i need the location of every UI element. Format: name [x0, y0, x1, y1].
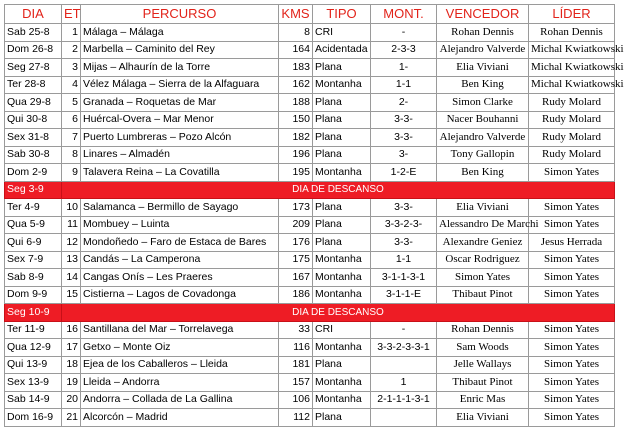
- cell-mont: [371, 409, 437, 427]
- cell-dia: Qui 13-9: [5, 356, 62, 374]
- cell-dia: Sab 8-9: [5, 269, 62, 287]
- cell-percurso: Linares – Almadén: [81, 146, 279, 164]
- stage-row: [5, 111, 615, 129]
- cell-tipo: CRI: [313, 24, 371, 42]
- cell-et: 4: [62, 76, 81, 94]
- cell-tipo: Plana: [313, 356, 371, 374]
- cell-percurso: Andorra – Collada de La Gallina: [81, 391, 279, 409]
- header-kms: KMS: [279, 5, 313, 24]
- stage-row: [5, 59, 615, 77]
- cell-mont: 1: [371, 374, 437, 392]
- cell-tipo: Montanha: [313, 339, 371, 357]
- cell-percurso: Cistierna – Lagos de Covadonga: [81, 286, 279, 304]
- cell-percurso: Granada – Roquetas de Mar: [81, 94, 279, 112]
- cell-dia: Dom 16-9: [5, 409, 62, 427]
- cell-vencedor: Thibaut Pinot: [437, 374, 529, 392]
- cell-mont: 3-: [371, 146, 437, 164]
- cell-lider: Rudy Molard: [529, 111, 615, 129]
- cell-tipo: Plana: [313, 216, 371, 234]
- header-mont: MONT.: [371, 5, 437, 24]
- cell-vencedor: Alessandro De Marchi: [437, 216, 529, 234]
- cell-mont: 1-2-E: [371, 164, 437, 182]
- stage-row: [5, 269, 615, 287]
- stage-row: [5, 94, 615, 112]
- cell-percurso: Puerto Lumbreras – Pozo Alcón: [81, 129, 279, 147]
- cell-dia: Dom 26-8: [5, 41, 62, 59]
- cell-vencedor: Enric Mas: [437, 391, 529, 409]
- header-row: [5, 5, 615, 24]
- rest-day-row: [5, 304, 615, 322]
- cell-lider: Simon Yates: [529, 251, 615, 269]
- cell-tipo: Plana: [313, 146, 371, 164]
- stage-row: [5, 409, 615, 427]
- cell-mont: [371, 356, 437, 374]
- cell-mont: 3-3-2-3-3-1: [371, 339, 437, 357]
- header-tipo: TIPO: [313, 5, 371, 24]
- cell-percurso: Santillana del Mar – Torrelavega: [81, 321, 279, 339]
- stage-table-container: [4, 4, 624, 427]
- stage-row: [5, 164, 615, 182]
- header-vencedor: VENCEDOR: [437, 5, 529, 24]
- cell-lider: Simon Yates: [529, 339, 615, 357]
- cell-tipo: Plana: [313, 409, 371, 427]
- cell-tipo: Montanha: [313, 164, 371, 182]
- cell-vencedor: Rohan Dennis: [437, 321, 529, 339]
- cell-et: 20: [62, 391, 81, 409]
- cell-mont: 2-3-3: [371, 41, 437, 59]
- cell-et: 11: [62, 216, 81, 234]
- cell-et: 8: [62, 146, 81, 164]
- cell-et: 10: [62, 199, 81, 217]
- cell-mont: 1-: [371, 59, 437, 77]
- cell-percurso: Málaga – Málaga: [81, 24, 279, 42]
- cell-tipo: Plana: [313, 199, 371, 217]
- cell-et: 16: [62, 321, 81, 339]
- cell-kms: 150: [279, 111, 313, 129]
- cell-lider: Simon Yates: [529, 269, 615, 287]
- cell-mont: 3-3-2-3-: [371, 216, 437, 234]
- cell-kms: 196: [279, 146, 313, 164]
- cell-kms: 173: [279, 199, 313, 217]
- cell-vencedor: Elia Viviani: [437, 409, 529, 427]
- cell-tipo: Montanha: [313, 269, 371, 287]
- cell-kms: 8: [279, 24, 313, 42]
- cell-mont: 3-3-: [371, 129, 437, 147]
- cell-et: 7: [62, 129, 81, 147]
- cell-dia: Ter 11-9: [5, 321, 62, 339]
- cell-et: 9: [62, 164, 81, 182]
- cell-tipo: CRI: [313, 321, 371, 339]
- cell-kms: 182: [279, 129, 313, 147]
- cell-vencedor: Nacer Bouhanni: [437, 111, 529, 129]
- cell-kms: 106: [279, 391, 313, 409]
- cell-lider: Rohan Dennis: [529, 24, 615, 42]
- cell-et: 21: [62, 409, 81, 427]
- cell-vencedor: Ben King: [437, 76, 529, 94]
- cell-vencedor: Alejandro Valverde: [437, 129, 529, 147]
- header-percurso: PERCURSO: [81, 5, 279, 24]
- cell-dia: Sex 31-8: [5, 129, 62, 147]
- cell-lider: Michal Kwiatkowski: [529, 59, 615, 77]
- cell-percurso: Candás – La Camperona: [81, 251, 279, 269]
- cell-percurso: Alcorcón – Madrid: [81, 409, 279, 427]
- cell-dia: Qua 29-8: [5, 94, 62, 112]
- rest-day-row: [5, 181, 615, 199]
- header-dia: DIA: [5, 5, 62, 24]
- cell-lider: Simon Yates: [529, 286, 615, 304]
- cell-vencedor: Ben King: [437, 164, 529, 182]
- cell-et: 14: [62, 269, 81, 287]
- cell-percurso: Mondoñedo – Faro de Estaca de Bares: [81, 234, 279, 252]
- stage-row: [5, 234, 615, 252]
- cell-et: 2: [62, 41, 81, 59]
- cell-tipo: Montanha: [313, 251, 371, 269]
- stage-row: [5, 391, 615, 409]
- cell-dia: Sab 30-8: [5, 146, 62, 164]
- cell-percurso: Mijas – Alhaurín de la Torre: [81, 59, 279, 77]
- cell-percurso: Vélez Málaga – Sierra de la Alfaguara: [81, 76, 279, 94]
- cell-lider: Simon Yates: [529, 391, 615, 409]
- cell-et: 5: [62, 94, 81, 112]
- cell-et: 17: [62, 339, 81, 357]
- cell-lider: Simon Yates: [529, 356, 615, 374]
- cell-tipo: Plana: [313, 59, 371, 77]
- cell-tipo: Acidentada: [313, 41, 371, 59]
- cell-tipo: Plana: [313, 129, 371, 147]
- cell-mont: 3-3-: [371, 199, 437, 217]
- cell-percurso: Mombuey – Luinta: [81, 216, 279, 234]
- cell-et: 3: [62, 59, 81, 77]
- cell-et: 18: [62, 356, 81, 374]
- cell-tipo: Montanha: [313, 286, 371, 304]
- cell-lider: Rudy Molard: [529, 94, 615, 112]
- cell-dia: Sex 13-9: [5, 374, 62, 392]
- cell-vencedor: Oscar Rodriguez: [437, 251, 529, 269]
- cell-dia: Seg 27-8: [5, 59, 62, 77]
- cell-vencedor: Elia Viviani: [437, 59, 529, 77]
- stage-row: [5, 286, 615, 304]
- cell-percurso: Lleida – Andorra: [81, 374, 279, 392]
- stage-row: [5, 356, 615, 374]
- cell-percurso: Marbella – Caminito del Rey: [81, 41, 279, 59]
- stage-row: [5, 41, 615, 59]
- cell-mont: 2-1-1-1-3-1: [371, 391, 437, 409]
- cell-et: 15: [62, 286, 81, 304]
- cell-et: 12: [62, 234, 81, 252]
- cell-vencedor: Tony Gallopin: [437, 146, 529, 164]
- cell-vencedor: Elia Viviani: [437, 199, 529, 217]
- cell-lider: Simon Yates: [529, 216, 615, 234]
- cell-mont: 3-1-1-E: [371, 286, 437, 304]
- cell-lider: Michal Kwiatkowski: [529, 76, 615, 94]
- cell-vencedor: Simon Clarke: [437, 94, 529, 112]
- stage-row: [5, 216, 615, 234]
- cell-kms: 112: [279, 409, 313, 427]
- cell-tipo: Montanha: [313, 76, 371, 94]
- cell-kms: 186: [279, 286, 313, 304]
- cell-mont: -: [371, 24, 437, 42]
- cell-lider: Simon Yates: [529, 199, 615, 217]
- cell-kms: 167: [279, 269, 313, 287]
- cell-kms: 175: [279, 251, 313, 269]
- cell-dia: Seg 10-9: [5, 304, 62, 322]
- stage-row: [5, 374, 615, 392]
- cell-mont: 1-1: [371, 76, 437, 94]
- cell-kms: 181: [279, 356, 313, 374]
- cell-kms: 209: [279, 216, 313, 234]
- cell-dia: Qui 30-8: [5, 111, 62, 129]
- cell-kms: 176: [279, 234, 313, 252]
- header-et: ET: [62, 5, 81, 24]
- header-lider: LÍDER: [529, 5, 615, 24]
- cell-percurso: Getxo – Monte Oiz: [81, 339, 279, 357]
- cell-vencedor: Alexandre Geniez: [437, 234, 529, 252]
- cell-lider: Simon Yates: [529, 374, 615, 392]
- cell-percurso: Talavera Reina – La Covatilla: [81, 164, 279, 182]
- cell-et: 13: [62, 251, 81, 269]
- cell-et: 6: [62, 111, 81, 129]
- cell-mont: 1-1: [371, 251, 437, 269]
- rest-day-label: DIA DE DESCANSO: [62, 304, 615, 322]
- cell-vencedor: Thibaut Pinot: [437, 286, 529, 304]
- cell-lider: Jesus Herrada: [529, 234, 615, 252]
- cell-dia: Qui 6-9: [5, 234, 62, 252]
- stage-row: [5, 321, 615, 339]
- cell-percurso: Ejea de los Caballeros – Lleida: [81, 356, 279, 374]
- cell-mont: 3-3-: [371, 111, 437, 129]
- cell-mont: -: [371, 321, 437, 339]
- cell-vencedor: Rohan Dennis: [437, 24, 529, 42]
- cell-lider: Simon Yates: [529, 409, 615, 427]
- cell-vencedor: Simon Yates: [437, 269, 529, 287]
- cell-dia: Sab 25-8: [5, 24, 62, 42]
- cell-percurso: Huércal-Overa – Mar Menor: [81, 111, 279, 129]
- cell-dia: Qua 5-9: [5, 216, 62, 234]
- cell-kms: 33: [279, 321, 313, 339]
- stage-table-body: [5, 24, 624, 427]
- cell-kms: 164: [279, 41, 313, 59]
- cell-dia: Ter 28-8: [5, 76, 62, 94]
- stage-table: [4, 4, 624, 427]
- cell-tipo: Plana: [313, 111, 371, 129]
- cell-tipo: Plana: [313, 234, 371, 252]
- cell-kms: 195: [279, 164, 313, 182]
- cell-kms: 116: [279, 339, 313, 357]
- cell-percurso: Cangas Onís – Les Praeres: [81, 269, 279, 287]
- cell-lider: Michal Kwiatkowski: [529, 41, 615, 59]
- cell-kms: 157: [279, 374, 313, 392]
- stage-row: [5, 24, 615, 42]
- cell-dia: Dom 2-9: [5, 164, 62, 182]
- cell-lider: Simon Yates: [529, 164, 615, 182]
- stage-row: [5, 129, 615, 147]
- cell-vencedor: Sam Woods: [437, 339, 529, 357]
- stage-row: [5, 339, 615, 357]
- cell-et: 19: [62, 374, 81, 392]
- cell-percurso: Salamanca – Bermillo de Sayago: [81, 199, 279, 217]
- rest-day-label: DIA DE DESCANSO: [62, 181, 615, 199]
- cell-lider: Rudy Molard: [529, 129, 615, 147]
- cell-dia: Ter 4-9: [5, 199, 62, 217]
- cell-lider: Simon Yates: [529, 321, 615, 339]
- cell-dia: Qua 12-9: [5, 339, 62, 357]
- cell-kms: 162: [279, 76, 313, 94]
- cell-dia: Sab 14-9: [5, 391, 62, 409]
- cell-mont: 3-3-: [371, 234, 437, 252]
- stage-row: [5, 199, 615, 217]
- cell-vencedor: Alejandro Valverde: [437, 41, 529, 59]
- cell-dia: Sex 7-9: [5, 251, 62, 269]
- cell-vencedor: Jelle Wallays: [437, 356, 529, 374]
- cell-tipo: Montanha: [313, 374, 371, 392]
- stage-row: [5, 146, 615, 164]
- cell-dia: Dom 9-9: [5, 286, 62, 304]
- cell-lider: Rudy Molard: [529, 146, 615, 164]
- cell-kms: 183: [279, 59, 313, 77]
- cell-mont: 2-: [371, 94, 437, 112]
- cell-dia: Seg 3-9: [5, 181, 62, 199]
- stage-row: [5, 251, 615, 269]
- cell-et: 1: [62, 24, 81, 42]
- cell-mont: 3-1-1-3-1: [371, 269, 437, 287]
- cell-tipo: Plana: [313, 94, 371, 112]
- cell-tipo: Montanha: [313, 391, 371, 409]
- stage-row: [5, 76, 615, 94]
- cell-kms: 188: [279, 94, 313, 112]
